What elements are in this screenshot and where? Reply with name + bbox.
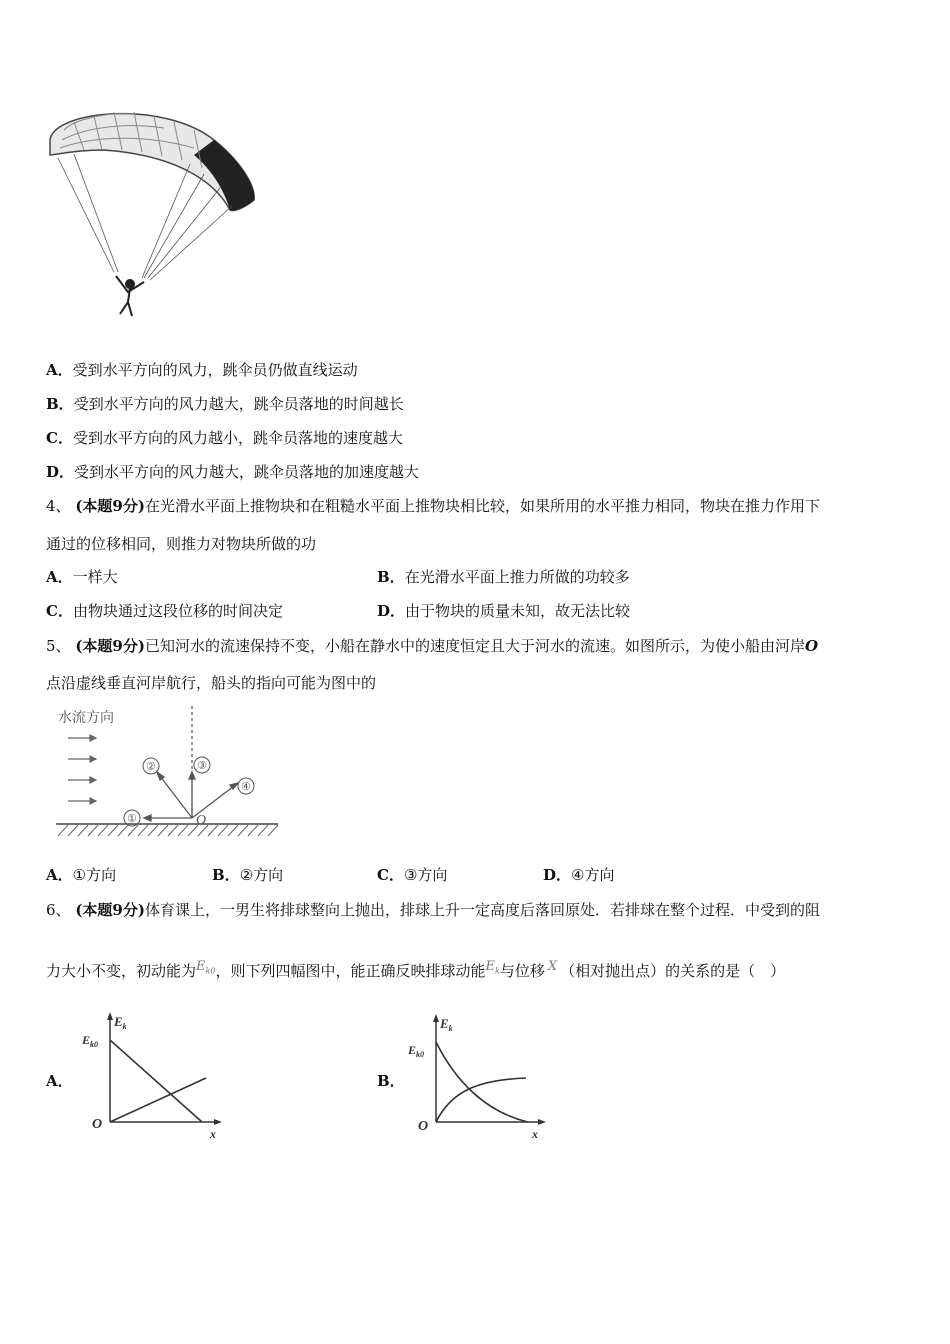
- option-letter: B．: [377, 568, 405, 586]
- increasing-line: [110, 1078, 206, 1122]
- q4-option-d: [377, 601, 630, 621]
- x-axis-label: x: [210, 1127, 216, 1141]
- question-text: 在光滑水平面上推物块和在粗糙水平面上推物块相比较，如果所用的水平推力相同，物块在推力作用下: [144, 497, 820, 515]
- option-letter: C．: [46, 429, 73, 447]
- q4-option-a: [46, 567, 118, 587]
- question-tag: (本题9分): [75, 637, 145, 655]
- x-axis-label: x: [532, 1127, 538, 1141]
- y-axis-label: $E_k$: [114, 1014, 127, 1031]
- question-text: 点沿虚线垂直河岸航行，船头的指向可能为图中的: [46, 674, 377, 692]
- option-text: 受到水平方向的风力越大，跳伞员落地的时间越长: [73, 395, 404, 413]
- option-letter: A．: [46, 361, 73, 379]
- graph-a: [82, 1010, 232, 1142]
- arrow-2: [160, 776, 192, 818]
- ek0-symbol: [196, 959, 215, 974]
- flow-direction-label: 水流方向: [58, 711, 114, 726]
- q4-option-c: [46, 601, 283, 621]
- question-text: （相对抛出点）的关系的是（ ）: [560, 962, 786, 980]
- option-text: 由于物块的质量未知，故无法比较: [405, 602, 631, 620]
- question-text: ，则下列四幅图中，能正确反映排球动能: [215, 962, 486, 980]
- label-4: ④: [241, 781, 251, 793]
- q6-graph-b-label: [377, 1071, 405, 1091]
- option-letter: D．: [46, 463, 75, 481]
- option-letter: D．: [377, 602, 406, 620]
- q3-option-a: [46, 360, 358, 380]
- decreasing-curve: [436, 1042, 528, 1122]
- option-text: 由物块通过这段位移的时间决定: [72, 602, 283, 620]
- y-axis-label: $E_k$: [440, 1016, 453, 1033]
- option-letter: A．: [46, 568, 73, 586]
- symbol-e: E: [196, 959, 206, 974]
- option-letter: C．: [377, 866, 404, 884]
- question-tag: (本题9分): [75, 497, 145, 515]
- q6-stem-line1: [46, 900, 820, 920]
- question-text: 体育课上，一男生将排球整向上抛出，排球上升一定高度后落回原处．若排球在整个过程．中受到的阻: [144, 901, 820, 919]
- q6-stem-line2: [46, 961, 785, 988]
- q3-option-b: [46, 394, 404, 414]
- option-text: ②方向: [239, 866, 284, 884]
- ek0-label: $E_{k0}$: [82, 1033, 99, 1049]
- question-number: 4、: [46, 497, 71, 515]
- q5-stem-line2: [46, 673, 376, 693]
- paraglider-illustration: [44, 100, 264, 330]
- symbol-e: E: [485, 959, 495, 974]
- option-letter: A．: [46, 866, 73, 884]
- label-2: ②: [146, 761, 156, 773]
- option-text: 在光滑水平面上推力所做的功较多: [404, 568, 630, 586]
- label-3: ③: [197, 760, 207, 772]
- question-text: 与位移: [499, 962, 545, 980]
- q5-option-c: [377, 865, 447, 885]
- graph-b: [406, 1012, 556, 1144]
- option-letter: A．: [46, 1072, 73, 1090]
- decreasing-line: [110, 1040, 202, 1122]
- ek-symbol: [485, 959, 499, 974]
- question-number: 6、: [46, 901, 71, 919]
- question-text: 力大小不变，初动能为: [46, 962, 197, 980]
- q5-option-a: [46, 865, 116, 885]
- option-letter: C．: [46, 602, 73, 620]
- option-letter: D．: [543, 866, 572, 884]
- question-tag: (本题9分): [75, 901, 145, 919]
- symbol-sub: k0: [205, 966, 216, 976]
- question-text: 通过的位移相同，则推力对物块所做的功: [46, 535, 317, 553]
- origin-label: O: [196, 813, 207, 828]
- origin-label: O: [418, 1119, 429, 1134]
- option-text: ④方向: [571, 866, 615, 884]
- option-text: 受到水平方向的风力越小，跳伞员落地的速度越大: [72, 429, 403, 447]
- origin-label: O: [92, 1117, 103, 1132]
- q6-graph-a-label: [46, 1071, 73, 1091]
- option-text: 受到水平方向的风力越大，跳伞员落地的加速度越大: [74, 463, 420, 481]
- option-text: 一样大: [72, 568, 118, 586]
- point-label: O: [804, 637, 819, 655]
- option-letter: B．: [377, 1072, 405, 1090]
- label-1: ①: [127, 813, 137, 825]
- option-text: 受到水平方向的风力，跳伞员仍做直线运动: [72, 361, 358, 379]
- q4-stem-line1: [46, 496, 820, 516]
- question-number: 5、: [46, 637, 71, 655]
- option-text: ③方向: [403, 866, 448, 884]
- option-letter: B．: [212, 866, 240, 884]
- ek0-label: $E_{k0}$: [408, 1043, 425, 1059]
- river-direction-diagram: [52, 702, 284, 842]
- q4-option-b: [377, 567, 630, 587]
- symbol-sub: k: [494, 966, 500, 976]
- q4-stem-line2: [46, 534, 316, 554]
- x-symbol: X: [547, 959, 558, 974]
- q5-option-d: [543, 865, 614, 885]
- q5-stem-line1: [46, 636, 818, 656]
- q5-option-b: [212, 865, 283, 885]
- option-letter: B．: [46, 395, 74, 413]
- q3-option-d: [46, 462, 419, 482]
- question-text: 已知河水的流速保持不变，小船在静水中的速度恒定且大于河水的流速。如图所示，为使小船由河岸: [144, 637, 805, 655]
- q3-option-c: [46, 428, 403, 448]
- bank-hatching: [58, 825, 278, 836]
- option-text: ①方向: [72, 866, 117, 884]
- flow-arrows: [68, 735, 96, 804]
